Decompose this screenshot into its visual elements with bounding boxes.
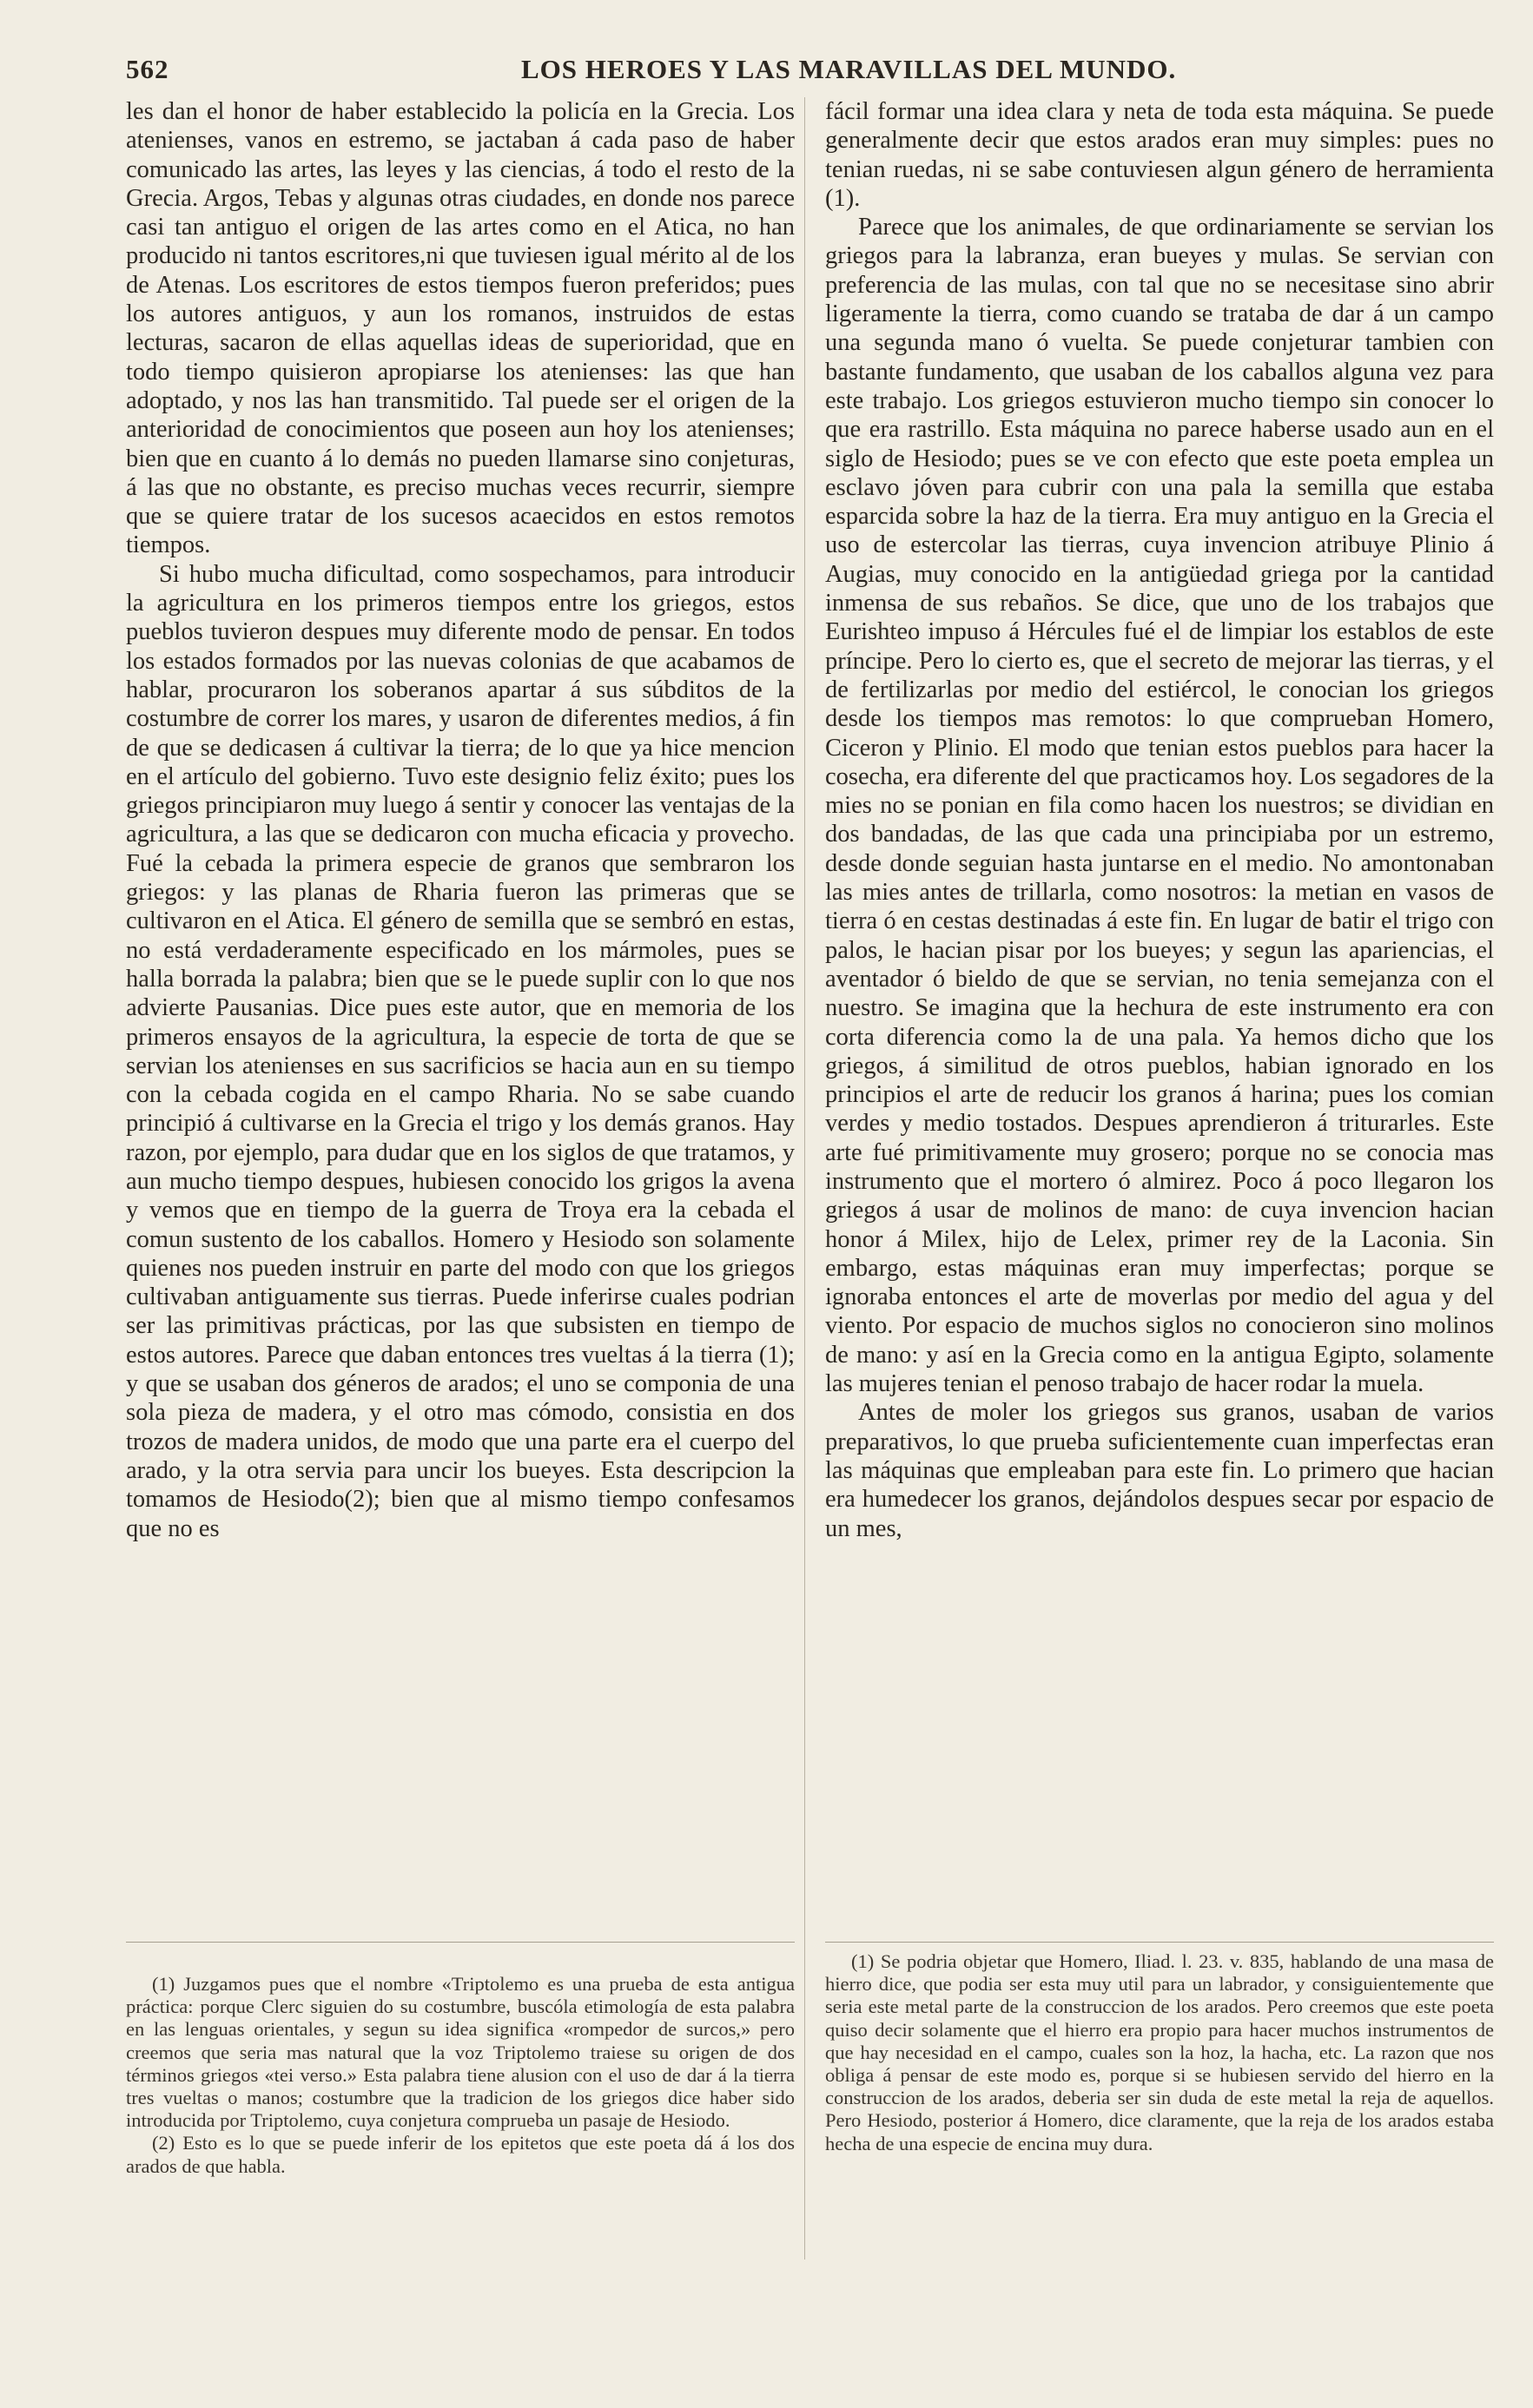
right-footnotes bbox=[825, 1950, 1494, 2155]
left-footnotes bbox=[126, 1973, 795, 2178]
body-paragraph: fácil formar una idea clara y neta de toda esta máquina. Se puede generalmente decir que estos arados eran muy simples: pues no tenian ruedas, ni se sabe contuviesen algun género de herramienta (1). bbox=[825, 98, 1494, 212]
left-column bbox=[126, 97, 795, 1543]
body-paragraph: Parece que los animales, de que ordinariamente se servian los griegos para la labranza, eran bueyes y mulas. Se servian con preferencia de las mulas, con tal que no se necesitase sino abrir ligeramente la tierra, como cuando se trataba de dar á un campo una segunda mano ó vuelta. Se puede conjeturar tambien con bastante fundamento, que usaban de los caballos alguna vez para este trabajo. Los griegos estuvieron mucho tiempo sin conocer lo que era rastrillo. Esta máquina no parece haberse usado aun en el siglo de Hesiodo; pues se ve con efecto que este poeta emplea un esclavo jóven para cubrir con una pala la semilla que estaba esparcida sobre la haz de la tierra. Era muy antiguo en la Grecia el uso de estercolar las tierras, cuya invencion atribuye Plinio á Augias, muy conocido en la antigüedad griega por la cantidad inmensa de sus rebaños. Se dice, que uno de los trabajos que Eurishteo impuso á Hércules fué el de limpiar los establos de este príncipe. Pero lo cierto es, que el secreto de mejorar las tierras, y el de fertilizarlas por medio del estiércol, le conocian los griegos desde los tiempos mas remotos: lo que comprueban Homero, Ciceron y Plinio. El modo que tenian estos pueblos para hacer la cosecha, era diferente del que practicamos hoy. Los segadores de la mies no se ponian en fila como hacen los nuestros; se dividian en dos bandadas, de las que cada una principiaba por un estremo, desde donde seguian hasta juntarse en el medio. No amontonaban las mies antes de trillarla, como nosotros: la metian en vasos de tierra ó en cestas destinadas á este fin. En lugar de batir el trigo con palos, le hacian pisar por los bueyes; y segun las apariencias, el aventador ó bieldo de que se servian, no tenia semejanza con el nuestro. Se imagina que la hechura de este instrumento era con corta diferencia como la de una pala. Ya hemos dicho que los griegos, á similitud de otros pueblos, habian ignorado en los principios el arte de reducir los granos á harina; pues los comian verdes y medio tostados. Despues aprendieron á triturarles. Este arte fué primitivamente muy grosero; porque no se conocia mas instrumento que el mortero ó almirez. Poco á poco llegaron los griegos á usar de molinos de mano: de cuya invencion hacian honor á Milex, hijo de Lelex, primer rey de la Laconia. Sin embargo, estas máquinas eran muy imperfectas; porque se ignoraba entonces el arte de moverlas por medio del agua y del viento. Por espacio de muchos siglos no conocieron sino molinos de mano: y así en la Grecia como en la antigua Egipto, solamente las mujeres tenian el penoso trabajo de hacer rodar la muela. bbox=[825, 214, 1494, 1398]
page-number: 562 bbox=[126, 54, 169, 84]
right-column bbox=[825, 97, 1494, 1543]
footnote-divider bbox=[825, 1942, 1494, 1943]
body-paragraph: Antes de moler los griegos sus granos, usaban de varios preparativos, lo que prueba suficientemente cuan imperfectas eran las máquinas que empleaban para este fin. Lo primero que hacian era humedecer los granos, dejándolos despues secar por espacio de un mes, bbox=[825, 1399, 1494, 1542]
body-paragraph: Si hubo mucha dificultad, como sospechamos, para introducir la agricultura en los primeros tiempos entre los griegos, estos pueblos tuvieron despues muy diferente modo de pensar. En todos los estados formados por las nuevas colonias de que acabamos de hablar, procuraron los soberanos apartar á sus súbditos de la costumbre de correr los mares, y usaron de diferentes medios, á fin de que se dedicasen á cultivar la tierra; de lo que ya hice mencion en el artículo del gobierno. Tuvo este designio feliz éxito; pues los griegos principiaron muy luego á sentir y conocer las ventajas de la agricultura, a las que se dedicaron con mucha eficacia y provecho. Fué la cebada la primera especie de granos que sembraron los griegos: y las planas de Rharia fueron las primeras que se cultivaron en el Atica. El género de semilla que se sembró en estas, no está verdaderamente especificado en los mármoles, pues se halla borrada la palabra; bien que se le puede suplir con lo que nos advierte Pausanias. Dice pues este autor, que en memoria de los primeros ensayos de la agricultura, la especie de torta de que se servian los atenienses en sus sacrificios se hacia aun en su tiempo con la cebada cogida en el campo Rharia. No se sabe cuando principió á cultivarse en la Grecia el trigo y los demás granos. Hay razon, por ejemplo, para dudar que en los siglos de que tratamos, y aun mucho tiempo despues, hubiesen conocido los grigos la avena y vemos que en tiempo de la guerra de Troya era la cebada el comun sustento de los caballos. Homero y Hesiodo son solamente quienes nos pueden instruir en parte del modo con que los griegos cultivaban antiguamente sus tierras. Puede inferirse cuales podrian ser las primitivas prácticas, por las que subsisten en tiempo de estos autores. Parece que daban entonces tres vueltas á la tierra (1); y que se usaban dos géneros de arados; el uno se componia de una sola pieza de madera, y el otro mas cómodo, consistia en dos trozos de madera unidos, de modo que una parte era el cuerpo del arado, y la otra servia para uncir los bueyes. Esta descripcion la tomamos de Hesiodo(2); bien que al mismo tiempo confesamos que no es bbox=[126, 560, 795, 1542]
running-title: LOS HEROES Y LAS MARAVILLAS DEL MUNDO. bbox=[521, 54, 1177, 84]
column-divider bbox=[804, 97, 805, 2260]
body-paragraph: les dan el honor de haber establecido la policía en la Grecia. Los atenienses, vanos en estremo, se jactaban á cada paso de haber comunicado las artes, las leyes y las ciencias, á todo el resto de la Grecia. Argos, Tebas y algunas otras ciudades, en donde nos parece casi tan antiguo el origen de las artes como en el Atica, no han producido ni tantos escritores,ni que tuviesen igual mérito al de los de Atenas. Los escritores de estos tiempos fueron preferidos; pues los autores antiguos, y aun los romanos, instruidos de estas lecturas, sacaron de ellas aquellas ideas de superioridad, que en todo tiempo quisieron apropiarse los atenienses: las que han adoptado, y nos las han transmitido. Tal puede ser el origen de la anterioridad de conocimientos que poseen aun hoy los atenienses; bien que en cuanto á lo demás no pueden llamarse sino conjeturas, á las que no obstante, es preciso muchas veces recurrir, siempre que se quiere tratar de los sucesos acaecidos en estos remotos tiempos. bbox=[126, 98, 795, 559]
footnote: (1) Se podria objetar que Homero, Iliad. l. 23. v. 835, hablando de una masa de hierro dice, que podia ser esta muy util para un labrador, y consiguientemente que seria este metal parte de la construccion de los arados. Pero creemos que este poeta quiso decir solamente que el hierro era propio para hacer muchos instrumentos de que hay necesidad en el campo, cuales son la hoz, la hacha, etc. La razon que nos obliga á pensar de este modo es, porque si se hubiesen servido del hierro en la construccion de los arados, deberia ser sin duda de este metal la reja de aquellos. Pero Hesiodo, posterior á Homero, dice claramente, que la reja de los arados estaba hecha de una especie de encina muy dura. bbox=[825, 1950, 1494, 2154]
footnote: (2) Esto es lo que se puede inferir de los epitetos que este poeta dá á los dos arados de que habla. bbox=[126, 2132, 795, 2177]
footnote: (1) Juzgamos pues que el nombre «Triptolemo es una prueba de esta antigua práctica: porque Clerc siguien do su costumbre, buscóla etimología de esta palabra en las lenguas orientales, y segun su idea significa «rompedor de surcos,» pero creemos que seria mas natural que la voz Triptolemo traiese su origen de dos términos griegos «tei verso.» Esta palabra tiene alusion con el uso de dar á la tierra tres vueltas o manos; costumbre que la tradicion de los griegos dice haber sido introducida por Triptolemo, cuya conjetura comprueba un pasaje de Hesiodo. bbox=[126, 1973, 795, 2132]
page-header bbox=[126, 54, 1472, 89]
footnote-divider bbox=[126, 1942, 795, 1943]
